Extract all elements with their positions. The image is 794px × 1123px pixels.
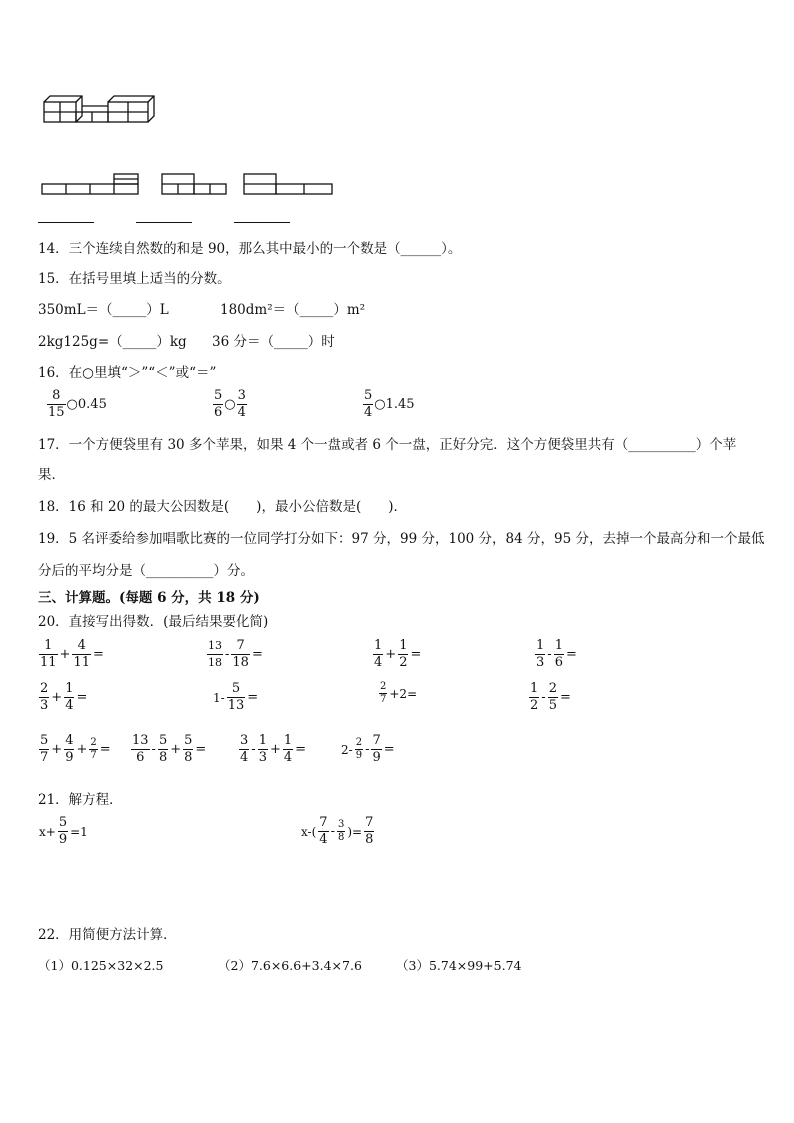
q20-r2-item-4[interactable]: $\frac{1}{2}$ - $\frac{2}{5}$ = [530, 681, 571, 713]
q15-item-b[interactable]: 180dm²＝（_____）m² [220, 302, 366, 318]
q15-item-a[interactable]: 350mL＝（_____）L [38, 302, 169, 318]
view-figure-3 [242, 172, 336, 196]
q15-item-d[interactable]: 36 分＝（_____）时 [212, 334, 335, 350]
fraction: $\frac{5}{4}$ [364, 388, 373, 420]
question-19-line-1: 19．5 名评委给参加唱歌比赛的一位同学打分如下：97 分，99 分，100 分，84 分，95 分，去掉一个最高分和一个最低 [38, 531, 765, 547]
q22-item-3[interactable]: （3）5.74×99+5.74 [396, 958, 522, 973]
question-18: 18．16 和 20 的最大公因数是( )，最小公倍数是( )． [38, 499, 407, 515]
q16-item-1[interactable]: $\frac{8}{15}$ ○0.45 [48, 388, 107, 420]
q20-r2-item-2[interactable]: 1- $\frac{5}{13}$ = [213, 681, 259, 713]
view-figure-2 [160, 172, 230, 196]
question-17-line-2: 果． [38, 467, 65, 483]
q22-item-2[interactable]: （2）7.6×6.6+3.4×7.6 [218, 958, 362, 973]
question-17-line-1: 17．一个方便袋里有 30 多个苹果，如果 4 个一盘或者 6 个一盘，正好分完．这个方便袋里共有（__________）个苹 [38, 437, 737, 453]
q21-equation-1[interactable]: x+ $\frac{5}{9}$ =1 [39, 815, 88, 847]
q20-r1-item-2[interactable]: $\frac{13}{18}$ - $\frac{7}{18}$ = [208, 638, 263, 670]
question-22-title: 22．用简便方法计算． [38, 927, 177, 943]
question-16-title: 16．在○里填“＞”“＜”或“＝” [38, 365, 217, 381]
question-20-title: 20．直接写出得数．(最后结果要化简) [38, 614, 269, 630]
fraction: $\frac{8}{15}$ [48, 388, 65, 420]
q16-item-2[interactable] [212, 388, 248, 421]
question-21-title: 21．解方程． [38, 792, 123, 808]
q16-item-3[interactable]: $\frac{5}{4}$ ○1.45 [364, 388, 415, 420]
compare-circle[interactable]: ○ [224, 397, 236, 412]
q20-r1-item-4[interactable]: $\frac{1}{3}$ - $\frac{1}{6}$ = [536, 638, 577, 670]
q20-r3-item-1[interactable]: $\frac{5}{7}$ + $\frac{4}{9}$ + $\frac{2}{7}$ = [40, 733, 111, 765]
q20-r2-item-3[interactable]: $\frac{2}{7}$ +2= [380, 681, 418, 705]
question-19-line-2: 分后的平均分是（__________）分。 [38, 563, 254, 579]
q20-r1-item-3[interactable]: $\frac{1}{4}$ + $\frac{1}{2}$ = [374, 638, 422, 670]
q20-r1-item-1[interactable]: $\frac{1}{11}$ + $\frac{4}{11}$ = [40, 638, 104, 670]
q15-item-c[interactable]: 2kg125g=（_____）kg [38, 334, 187, 350]
q20-r2-item-1[interactable]: $\frac{2}{3}$ + $\frac{1}{4}$ = [40, 681, 88, 713]
fraction: $\frac{3}{4}$ [237, 388, 246, 420]
q20-r3-item-2[interactable]: $\frac{13}{6}$ - $\frac{5}{8}$ + $\frac{5}{8}$ = [132, 733, 207, 765]
q22-item-1[interactable]: （1）0.125×32×2.5 [38, 958, 164, 973]
q14-blank[interactable]: ______ [400, 241, 442, 257]
question-15-title: 15．在括号里填上适当的分数。 [38, 271, 231, 287]
answer-line-2[interactable] [136, 222, 192, 223]
answer-line-1[interactable] [38, 222, 94, 223]
view-figure-1 [40, 172, 142, 196]
answer-line-3[interactable] [234, 222, 290, 223]
q20-r3-item-4[interactable]: 2- $\frac{2}{9}$ - $\frac{7}{9}$ = [341, 733, 395, 765]
cube-stack-figure [42, 94, 157, 124]
section-3-title: 三、计算题。(每题 6 分，共 18 分) [38, 590, 260, 606]
q21-equation-2[interactable]: x-( $\frac{7}{4}$ - $\frac{3}{8}$ )= $\frac{7}{8}$ [301, 815, 374, 847]
question-14: 14．三个连续自然数的和是 90，那么其中最小的一个数是（______）。 [38, 241, 462, 257]
q20-r3-item-3[interactable]: $\frac{3}{4}$ - $\frac{1}{3}$ + $\frac{1}{4}$ = [240, 733, 307, 765]
fraction: $\frac{5}{6}$ [214, 388, 223, 420]
